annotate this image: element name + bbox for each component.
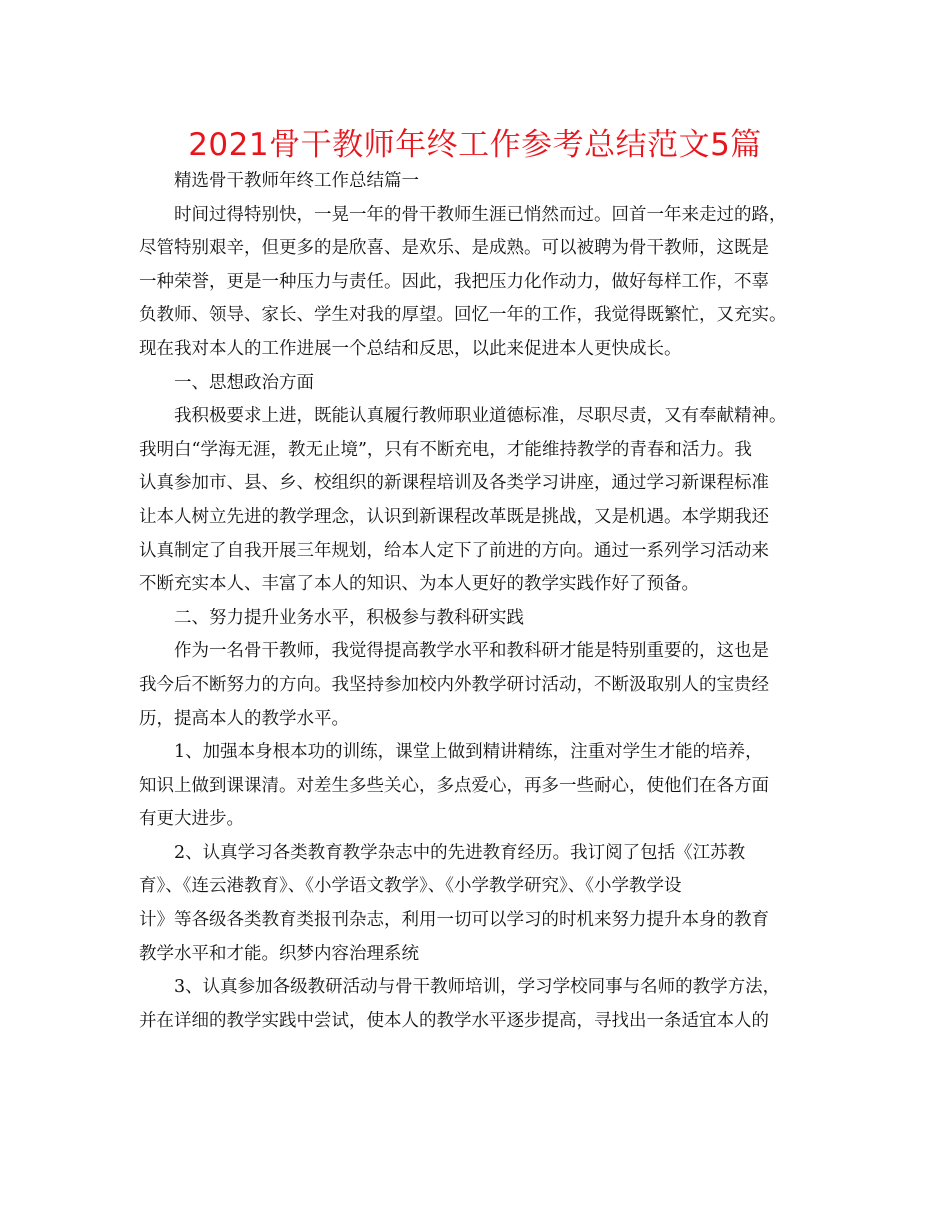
document-title: 2021骨干教师年终工作参考总结范文5篇: [188, 127, 762, 163]
body-line: 一种荣誉，更是一种压力与责任。因此，我把压力化作动力，做好每样工作，不辜: [139, 271, 769, 292]
body-line: 时间过得特别快，一晃一年的骨干教师生涯已悄然而过。回首一年来走过的路，: [174, 204, 787, 225]
body-line: 我今后不断努力的方向。我坚持参加校内外教学研讨活动，不断汲取别人的宝贵经: [139, 674, 769, 695]
body-line: 不断充实本人、丰富了本人的知识、为本人更好的教学实践作好了预备。: [139, 574, 699, 595]
section-heading: 二、努力提升业务水平，积极参与教科研实践: [174, 607, 524, 628]
body-line: 现在我对本人的工作进展一个总结和反思，以此来促进本人更快成长。: [139, 338, 682, 359]
body-line: 并在详细的教学实践中尝试，使本人的教学水平逐步提高，寻找出一条适宜本人的: [139, 1010, 769, 1031]
body-line: 育》、《连云港教育》、《小学语文教学》、《小学教学研究》、《小学教学设: [139, 876, 682, 897]
body-line: 3、认真参加各级教研活动与骨干教师培训，学习学校同事与名师的教学方法，: [174, 977, 781, 998]
body-line: 教学水平和才能。织梦内容治理系统: [139, 943, 419, 964]
body-line: 认真制定了自我开展三年规划，给本人定下了前进的方向。通过一系列学习活动来: [139, 540, 769, 561]
body-line: 我积极要求上进，既能认真履行教师职业道德标准，尽职尽责，又有奉献精神。: [174, 406, 787, 427]
body-line: 知识上做到课课清。对差生多些关心，多点爱心，再多一些耐心，使他们在各方面: [139, 775, 769, 796]
body-line: 有更大进步。: [139, 809, 244, 830]
body-line: 认真参加市、县、乡、校组织的新课程培训及各类学习讲座，通过学习新课程标准: [139, 473, 769, 494]
section-heading: 精选骨干教师年终工作总结篇一: [174, 171, 419, 191]
body-line: 计》等各级各类教育类报刊杂志，利用一切可以学习的时机来努力提升本身的教育: [139, 910, 769, 931]
section-heading: 一、思想政治方面: [174, 372, 314, 393]
body-line: 让本人树立先进的教学理念，认识到新课程改革既是挑战，又是机遇。本学期我还: [139, 506, 769, 527]
body-line: 我明白“学海无涯，教无止境”，只有不断充电，才能维持教学的青春和活力。我: [139, 439, 752, 460]
body-line: 作为一名骨干教师，我觉得提高教学水平和教科研才能是特别重要的，这也是: [174, 641, 769, 662]
body-line: 2、认真学习各类教育教学杂志中的先进教育经历。我订阅了包括《江苏教: [174, 842, 746, 863]
body-line: 尽管特别艰辛，但更多的是欣喜、是欢乐、是成熟。可以被聘为骨干教师，这既是: [139, 238, 769, 259]
body-line: 负教师、领导、家长、学生对我的厚望。回忆一年的工作，我觉得既繁忙，又充实。: [139, 305, 787, 326]
document-body: [139, 165, 829, 1038]
body-line: 历，提高本人的教学水平。: [139, 708, 349, 729]
body-line: 1、加强本身根本功的训练，课堂上做到精讲精练，注重对学生才能的培养，: [174, 742, 763, 763]
